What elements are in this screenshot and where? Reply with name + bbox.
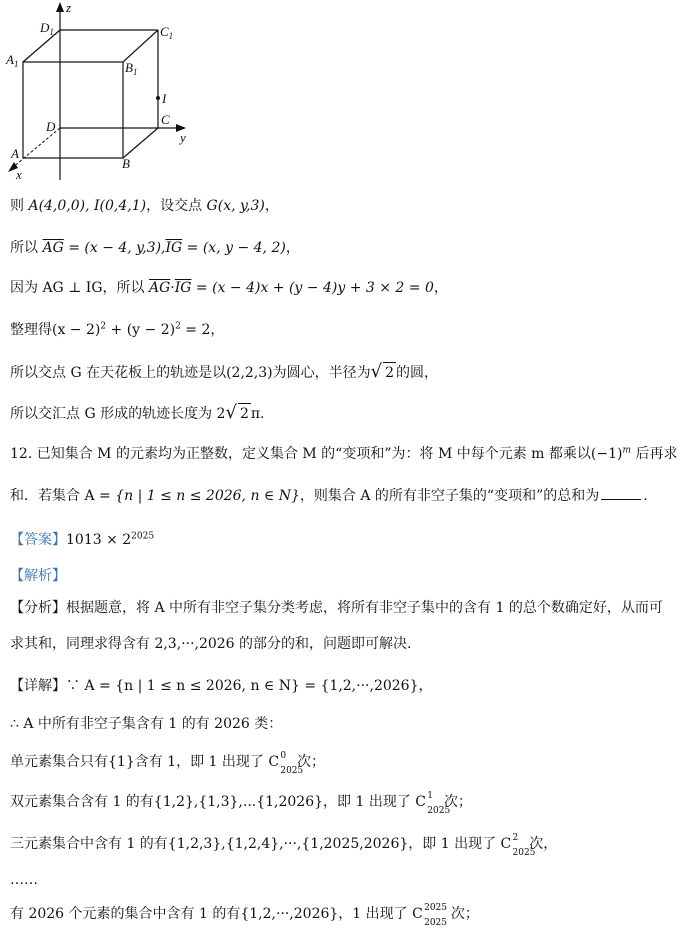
answer-line: 【答案】$1013 \times 2^{2025}$ <box>10 531 155 548</box>
step-2: 单元素集合只有{1}含有 1，即 1 出现了 C 0 2025 次； <box>10 751 326 776</box>
label-y: y <box>180 130 186 145</box>
point-I <box>156 96 160 100</box>
fenxi-line2: 求其和，同理求得含有 2,3,···,2026 的部分的和，问题即可解决. <box>10 636 412 652</box>
label-D: D <box>46 119 56 134</box>
x-axis <box>12 128 60 168</box>
fenxi-line1: 【分析】根据题意，将 A 中所有非空子集分类考虑，将所有非空子集中的含有 1 的总个数确定好，从而可 <box>10 600 663 616</box>
analysis-tag-line <box>10 566 66 586</box>
step-5: 有 2026 个元素的集合中含有 1 的有{1,2,···,2026}，1 出现了 C 2025 2025 次； <box>10 903 479 928</box>
line-perpendicular: 因为 AG ⊥ IG，所以 $\overline{AG}\cdot\overline{IG} = (x - 4)x + (y - 4)y + 3 \times 2 = 0$， <box>10 280 448 296</box>
step-3: 双元素集合含有 1 的有{1,2},{1,3},...{1,2026}，即 1 出现了 C 1 2025 次； <box>10 791 472 816</box>
label-A: A <box>11 146 19 161</box>
front-face <box>23 62 123 158</box>
edge-BC <box>123 128 158 158</box>
label-B: B <box>122 156 130 171</box>
label-C1: $C_1$ <box>160 24 174 41</box>
analysis-tag: 【解析】 <box>10 568 66 584</box>
line-points: 则 A(4,0,0), I(0,4,1)，设交点 G(x, y,3)， <box>10 198 279 214</box>
cube-figure <box>0 0 200 180</box>
line-length: 所以交汇点 G 形成的轨迹长度为 2√ 2 π. <box>10 402 265 423</box>
label-B1: $B_1$ <box>125 60 138 77</box>
step-ellipsis: …… <box>10 872 38 888</box>
question-12-line1: 12. 已知集合 M 的元素均为正整数，定义集合 M 的“变项和”为：将 M 中每个元素 m 都乘以$(-1)^m$ 后再求 <box>10 445 677 462</box>
xiangjie-line: 【详解】∵ A = {n | 1 ≤ n ≤ 2026, n ∈ N} = {1,2,···,2026}， <box>10 678 433 694</box>
answer-tag: 【答案】 <box>10 532 66 548</box>
step-4: 三元素集合中含有 1 的有{1,2,3},{1,2,4},···,{1,2025,2026}，即 1 出现了 C 2 2025 次， <box>10 833 558 858</box>
label-A1: $A_1$ <box>6 52 19 69</box>
z-arrow-icon <box>56 2 64 12</box>
answer-blank <box>601 487 641 500</box>
edge-B1C1 <box>123 30 158 62</box>
label-D1: $D_1$ <box>40 20 54 37</box>
line-vectors: 所以 $\overline{AG} = (x - 4$, $y,3),\overline{IG} = (x$, y − 4, 2)， <box>10 240 300 256</box>
question-12-line2: 和．若集合 A = {n | 1 ≤ n ≤ 2026, n ∈ N}，则集合 A 的所有非空子集的“变项和”的总和为 . <box>10 488 648 504</box>
line-locus: 所以交点 G 在天花板上的轨迹是以(2,2,3)为圆心，半径为√ 2 的圆， <box>10 361 439 382</box>
label-z: z <box>66 0 72 15</box>
label-C: C <box>161 112 170 127</box>
cube-diagram <box>0 0 200 180</box>
label-x: x <box>16 167 22 182</box>
step-1: ∴ A 中所有非空子集含有 1 的有 2026 类： <box>10 716 283 732</box>
line-circle-equation: 整理得$(x - 2)^2 + (y - 2)^2 = 2$， <box>10 321 225 338</box>
label-I: I <box>162 91 167 106</box>
